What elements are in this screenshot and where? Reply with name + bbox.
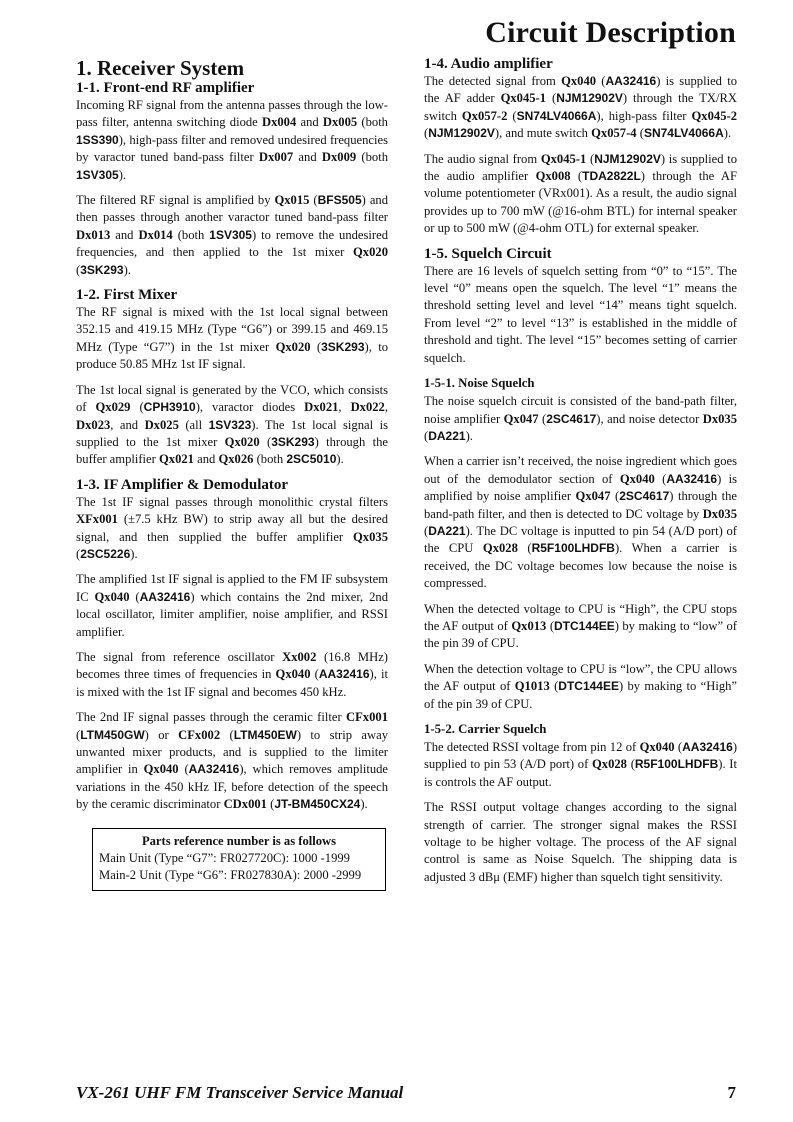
component-designator: Qx008 xyxy=(535,169,571,184)
paragraph: The 1st IF signal passes through monolithic crystal filters XFx001 (±7.5 kHz BW) to strip away all but the desired signal, and then supplied the buffer amplifier Qx035 (2SC5226). xyxy=(76,494,388,561)
part-number: DA221 xyxy=(428,428,466,443)
part-number: AA32416 xyxy=(682,740,733,754)
part-number: 2SC4617 xyxy=(546,411,597,426)
part-number: 3SK293 xyxy=(321,339,365,354)
part-number: 2SC4617 xyxy=(619,489,670,504)
paragraph: The RF signal is mixed with the 1st local signal between 352.15 and 419.15 MHz (Type “G6”) or 399.15 and 469.15 MHz (Type “G7”) in the 1st mixer Qx020 (3SK293), to produce 50.85 MHz 1st IF signal. xyxy=(76,305,388,372)
component-designator: Qx045-2 xyxy=(691,108,737,123)
parts-reference-box xyxy=(92,828,386,891)
section-title: 1. Receiver System xyxy=(76,56,245,80)
part-number: DA221 xyxy=(428,523,466,538)
component-designator: Qx040 xyxy=(561,74,597,88)
component-designator: Qx026 xyxy=(218,452,254,467)
component-designator: Qx057-4 xyxy=(591,126,637,141)
component-designator: Qx047 xyxy=(575,489,611,504)
parts-box-line: Main Unit (Type “G7”: FR027720C): 1000 -1999 xyxy=(99,851,350,866)
paragraph: The amplified 1st IF signal is applied to the FM IF subsystem IC Qx040 (AA32416) which contains the 2nd mixer, 2nd local oscillator, limiter amplifier, noise amplifier, and RSSI amplifier. xyxy=(76,572,388,639)
paragraph: The filtered RF signal is amplified by Qx015 (BFS505) and then passes through another varactor tuned band-pass filter Dx013 and Dx014 (both 1SV305) to remove the undesired frequencies, and then applied to the 1st mixer Qx020 (3SK293). xyxy=(76,193,389,277)
part-number: AA32416 xyxy=(666,471,718,486)
part-number: 2SC5010 xyxy=(286,452,337,467)
part-number: AA32416 xyxy=(318,667,370,682)
part-number: R5F100LHDFB xyxy=(531,541,615,556)
subsection-title: 1-2. First Mixer xyxy=(76,287,178,304)
component-designator: Dx021 xyxy=(304,400,339,415)
component-designator: Qx040 xyxy=(94,589,130,604)
paragraph: When a carrier isn’t received, the noise ingredient which goes out of the demodulator section of Qx040 (AA32416) is amplified by noise amplifier Qx047 (2SC4617) through the band-path filter, and then is detected to DC voltage by Dx035 (DA221). The DC voltage is inputted to pin 54 (A/D port) of the CPU Qx028 (R5F100LHDFB). When a carrier is received, the DC voltage becomes low because the noise is compressed. xyxy=(424,454,737,591)
parts-box-line: Main-2 Unit (Type “G6”: FR027830A): 2000 -2999 xyxy=(99,868,362,883)
component-designator: XFx001 xyxy=(76,512,118,527)
component-designator: Qx045-1 xyxy=(500,91,547,106)
component-designator: Dx022 xyxy=(350,400,385,415)
left-column xyxy=(76,56,388,891)
part-number: LTM450EW xyxy=(233,727,297,742)
paragraph: The signal from reference oscillator Xx002 (16.8 MHz) becomes three times of frequencies in Qx040 (AA32416), it is mixed with the 1st IF signal and becomes 450 kHz. xyxy=(76,649,389,699)
subsection-title: 1-4. Audio amplifier xyxy=(424,56,553,72)
component-designator: Dx013 xyxy=(76,227,111,242)
page-number: 7 xyxy=(727,1083,736,1102)
part-number: 1SV323 xyxy=(208,417,252,432)
component-designator: Dx023 xyxy=(76,417,111,432)
paragraph: The RSSI output voltage changes according to the signal strength of carrier. The stronger signal makes the RSSI voltage to be higher voltage. The process of the AF signal control is same as Noise Squelch. The shipping data is adjusted 3 dBμ (EMF) higher than squelch tight sensitivity. xyxy=(424,800,737,884)
part-number: AA32416 xyxy=(188,762,240,777)
part-number: TDA2822L xyxy=(582,169,641,184)
paragraph: When the detection voltage to CPU is “low”, the CPU allows the AF output of Q1013 (DTC144EE) by making to “High” of the pin 39 of CPU. xyxy=(424,661,738,711)
part-number: AA32416 xyxy=(139,589,191,604)
paragraph: Incoming RF signal from the antenna passes through the low-pass filter, antenna switching diode Dx004 and Dx005 (both 1SS390), high-pass filter and removed undesired frequencies by varactor tuned band-pass filter Dx007 and Dx009 (both 1SV305). xyxy=(76,98,389,182)
paragraph: The audio signal from Qx045-1 (NJM12902V) is supplied to the audio amplifier Qx008 (TDA2822L) through the AF volume potentiometer (VRx001). As a result, the audio signal provides up to 700 mW (@16-ohm BTL) for internal speaker or up to 500 mW (@4-ohm OTL) for external speaker. xyxy=(424,151,738,236)
component-designator: CFx002 xyxy=(178,727,221,742)
part-number: NJM12902V xyxy=(594,151,661,166)
component-designator: Qx020 xyxy=(353,245,388,260)
part-number: AA32416 xyxy=(605,74,657,88)
component-designator: Qx013 xyxy=(511,618,547,633)
component-designator: Qx040 xyxy=(639,740,675,754)
component-designator: Dx035 xyxy=(702,411,738,426)
component-designator: Xx002 xyxy=(282,649,317,664)
footer-manual-title: VX-261 UHF FM Transceiver Service Manual xyxy=(76,1083,404,1102)
component-designator: Qx020 xyxy=(224,434,260,449)
paragraph: The noise squelch circuit is consisted of the band-path filter, noise amplifier Qx047 (2SC4617), and noise detector Dx035 (DA221). xyxy=(424,394,738,443)
component-designator: Qx040 xyxy=(619,471,655,486)
part-number: DTC144EE xyxy=(554,618,615,633)
parts-box-title: Parts reference number is as follows xyxy=(141,833,337,848)
part-number: 1SV305 xyxy=(209,227,252,242)
paragraph: The detected signal from Qx040 (AA32416) is supplied to the AF adder Qx045-1 (NJM12902V) through the TX/RX switch Qx057-2 (SN74LV4066A), high-pass filter Qx045-2 (NJM12902V), and mute switch Qx057-4 (SN74LV4066A). xyxy=(424,74,738,141)
component-designator: Qx040 xyxy=(143,762,179,777)
subsection-title: 1-3. IF Amplifier & Demodulator xyxy=(76,476,289,493)
component-designator: Qx040 xyxy=(275,667,311,682)
subsection-title: 1-1. Front-end RF amplifier xyxy=(76,80,255,96)
component-designator: Dx004 xyxy=(261,115,297,130)
part-number: R5F100LHDFB xyxy=(634,757,719,772)
component-designator: Qx020 xyxy=(275,339,311,354)
part-number: NJM12902V xyxy=(556,91,623,106)
component-designator: Dx025 xyxy=(144,417,179,432)
right-column xyxy=(424,56,737,894)
paragraph: The detected RSSI voltage from pin 12 of Qx040 (AA32416) supplied to pin 53 (A/D port) of Qx028 (R5F100LHDFB). It is controls the AF output. xyxy=(424,740,738,789)
component-designator: Qx047 xyxy=(503,411,539,426)
page-title: Circuit Description xyxy=(485,16,736,49)
component-designator: Qx021 xyxy=(159,452,194,467)
subsubsection-title: 1-5-2. Carrier Squelch xyxy=(424,722,547,736)
part-number: 3SK293 xyxy=(271,434,315,449)
part-number: SN74LV4066A xyxy=(516,108,597,123)
component-designator: Dx007 xyxy=(258,150,294,165)
part-number: 1SS390 xyxy=(76,132,119,147)
part-number: CPH3910 xyxy=(143,400,196,415)
component-designator: Qx045-1 xyxy=(540,151,587,166)
part-number: LTM450GW xyxy=(80,727,145,742)
component-designator: Qx035 xyxy=(353,529,388,544)
paragraph: When the detected voltage to CPU is “High”, the CPU stops the AF output of Qx013 (DTC144EE) by making to “low” of the pin 39 of CPU. xyxy=(424,601,737,651)
component-designator: Qx057-2 xyxy=(461,108,508,123)
part-number: JT-BM450CX24 xyxy=(274,797,361,812)
paragraph: The 1st local signal is generated by the VCO, which consists of Qx029 (CPH3910), varactor diodes Dx021, Dx022, Dx023, and Dx025 (all 1SV323). The 1st local signal is supplied to the 1st mixer Qx020 (3SK293) through the buffer amplifier Qx021 and Qx026 (both 2SC5010). xyxy=(76,382,389,467)
subsection-title: 1-5. Squelch Circuit xyxy=(424,245,552,262)
component-designator: Qx029 xyxy=(95,400,131,415)
component-designator: Dx009 xyxy=(321,150,357,165)
paragraph: The 2nd IF signal passes through the ceramic filter CFx001 (LTM450GW) or CFx002 (LTM450EW) to strip away unwanted mixer products, and is supplied to the limiter amplifier in Qx040 (AA32416), which removes amplitude variations in the 450 kHz IF, before detection of the speech by the ceramic discriminator CDx001 (JT-BM450CX24). xyxy=(76,710,388,812)
component-designator: CFx001 xyxy=(346,710,388,725)
part-number: 3SK293 xyxy=(80,262,124,277)
component-designator: Qx028 xyxy=(592,757,627,772)
component-designator: Dx035 xyxy=(702,506,737,521)
component-designator: CDx001 xyxy=(223,797,267,812)
part-number: 1SV305 xyxy=(76,167,119,182)
part-number: SN74LV4066A xyxy=(643,126,724,141)
component-designator: Qx028 xyxy=(482,541,518,556)
component-designator: Dx005 xyxy=(322,115,358,130)
part-number: BFS505 xyxy=(317,193,362,208)
component-designator: Dx014 xyxy=(138,227,173,242)
part-number: NJM12902V xyxy=(428,126,495,141)
subsubsection-title: 1-5-1. Noise Squelch xyxy=(424,376,535,391)
part-number: 2SC5226 xyxy=(80,546,131,561)
paragraph: There are 16 levels of squelch setting from “0” to “15”. The level “0” means open the squelch. The level “1” means the threshold setting level and level “14” means tight squelch. From level “2” to level “13” is established in the middle of threshold and tight. The level “15” becomes setting of carrier squelch. xyxy=(424,263,737,365)
component-designator: Q1013 xyxy=(514,679,550,694)
component-designator: Qx015 xyxy=(274,193,310,208)
part-number: DTC144EE xyxy=(558,679,619,694)
